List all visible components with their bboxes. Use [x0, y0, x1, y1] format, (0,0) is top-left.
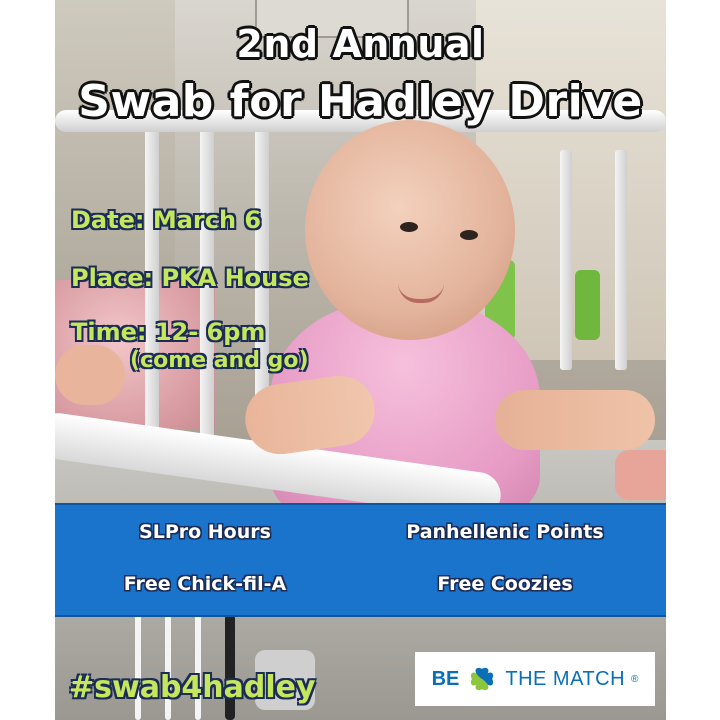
baby-arm-right	[495, 390, 655, 450]
baby-hand-left	[55, 345, 125, 405]
event-poster	[55, 0, 666, 720]
pink-cup	[615, 450, 666, 500]
perk-free-coozies: Free Coozies	[437, 573, 573, 595]
crib-bar	[560, 150, 572, 370]
logo-registered-mark: ®	[631, 673, 639, 685]
baby-eye-left	[400, 222, 418, 232]
perk-panhellenic-points: Panhellenic Points	[406, 521, 604, 543]
logo-be-text: BE	[431, 667, 460, 690]
green-toy-2	[575, 270, 600, 340]
event-place: Place: PKA House	[71, 264, 309, 292]
event-time: Time: 12- 6pm	[71, 318, 266, 346]
be-the-match-logo	[415, 652, 655, 706]
event-time-note: (come and go)	[130, 348, 309, 373]
perks-banner	[55, 503, 666, 617]
logo-the-match-text: THE MATCH	[505, 667, 626, 690]
be-the-match-logo-mark-icon	[465, 662, 499, 696]
crib-bar	[615, 150, 627, 370]
event-date: Date: March 6	[71, 206, 262, 234]
title-line-2: Swab for Hadley Drive	[78, 76, 643, 127]
baby-eye-right	[460, 230, 478, 240]
hashtag: #swab4hadley	[69, 670, 316, 705]
perk-slpro-hours: SLPro Hours	[139, 521, 271, 543]
perk-free-chick-fil-a: Free Chick-fil-A	[123, 573, 287, 595]
title-line-1: 2nd Annual	[236, 22, 485, 66]
